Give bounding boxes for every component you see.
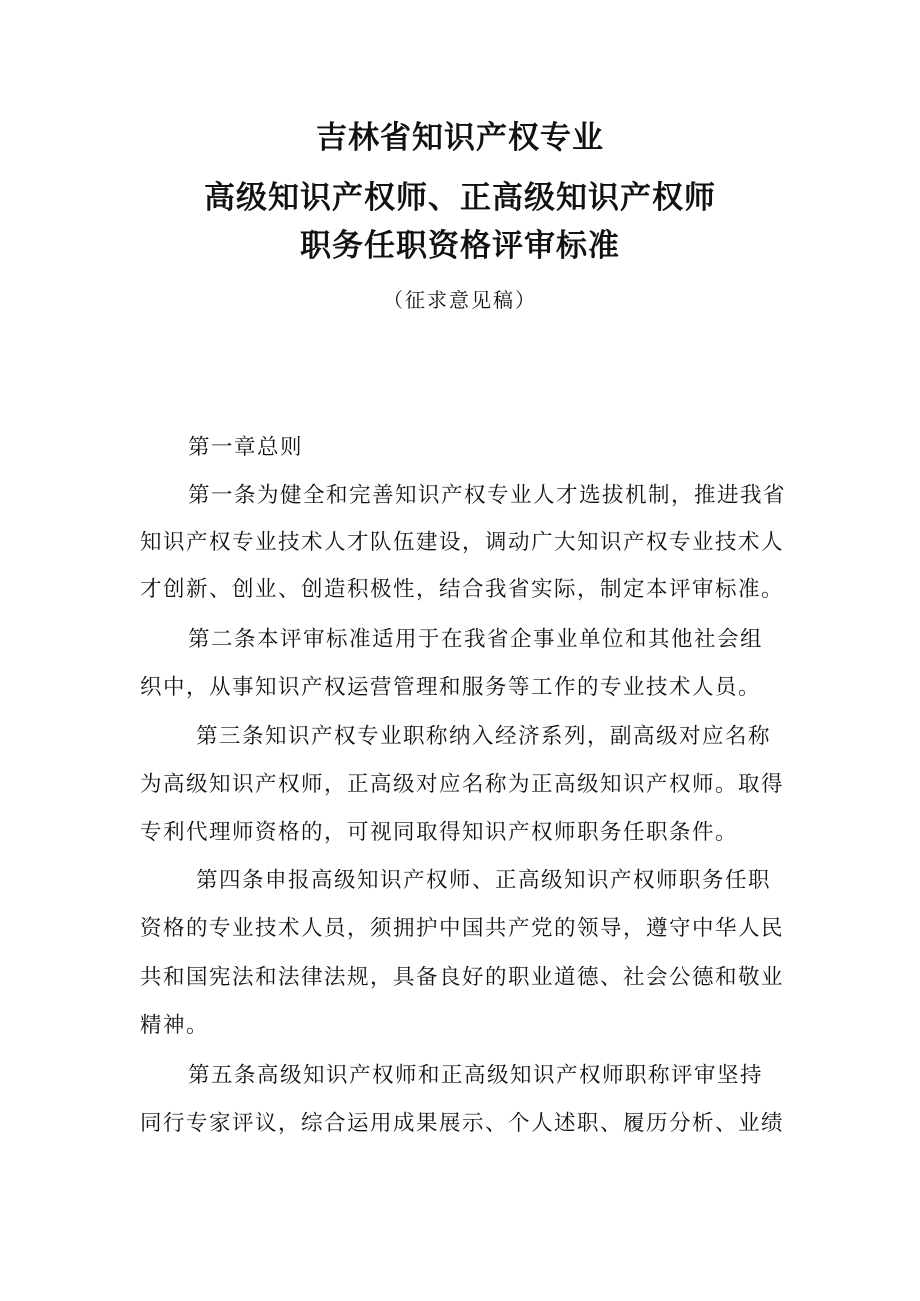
article-5-line-2: 同行专家评议，综合运用成果展示、个人述职、履历分析、业绩 [140,1111,785,1136]
article-4-line-3: 共和国宪法和法律法规，具备良好的职业道德、社会公德和敬业 [140,965,785,990]
article-2-line-1: 第二条本评审标准适用于在我省企事业单位和其他社会组 [188,627,764,652]
chapter-heading: 第一章总则 [188,435,304,460]
draft-subtitle: （征求意见稿） [383,288,537,312]
title-line-2: 高级知识产权师、正高级知识产权师 [204,180,716,216]
article-4-line-4: 精神。 [140,1013,210,1038]
article-1-line-2: 知识产权专业技术人才队伍建设，调动广大知识产权专业技术人 [140,530,785,555]
title-line-3: 职务任职资格评审标准 [300,228,620,264]
article-5-line-1: 第五条高级知识产权师和正高级知识产权师职称评审坚持 [188,1063,764,1088]
article-4-line-2: 资格的专业技术人员，须拥护中国共产党的领导，遵守中华人民 [140,916,785,941]
article-1-line-1: 第一条为健全和完善知识产权专业人才选拔机制，推进我省 [188,483,787,508]
article-1-line-3: 才创新、创业、创造积极性，结合我省实际，制定本评审标准。 [140,577,785,602]
article-3-line-3: 专利代理师资格的，可视同取得知识产权师职务任职条件。 [140,820,739,845]
title-line-1: 吉林省知识产权专业 [316,120,604,156]
article-3-line-2: 为高级知识产权师，正高级对应名称为正高级知识产权师。取得 [140,772,785,797]
article-4-line-1: 第四条申报高级知识产权师、正高级知识产权师职务任职 [196,868,772,893]
article-2-line-2: 织中，从事知识产权运营管理和服务等工作的专业技术人员。 [140,675,762,700]
article-3-line-1: 第三条知识产权专业职称纳入经济系列，副高级对应名称 [196,724,772,749]
